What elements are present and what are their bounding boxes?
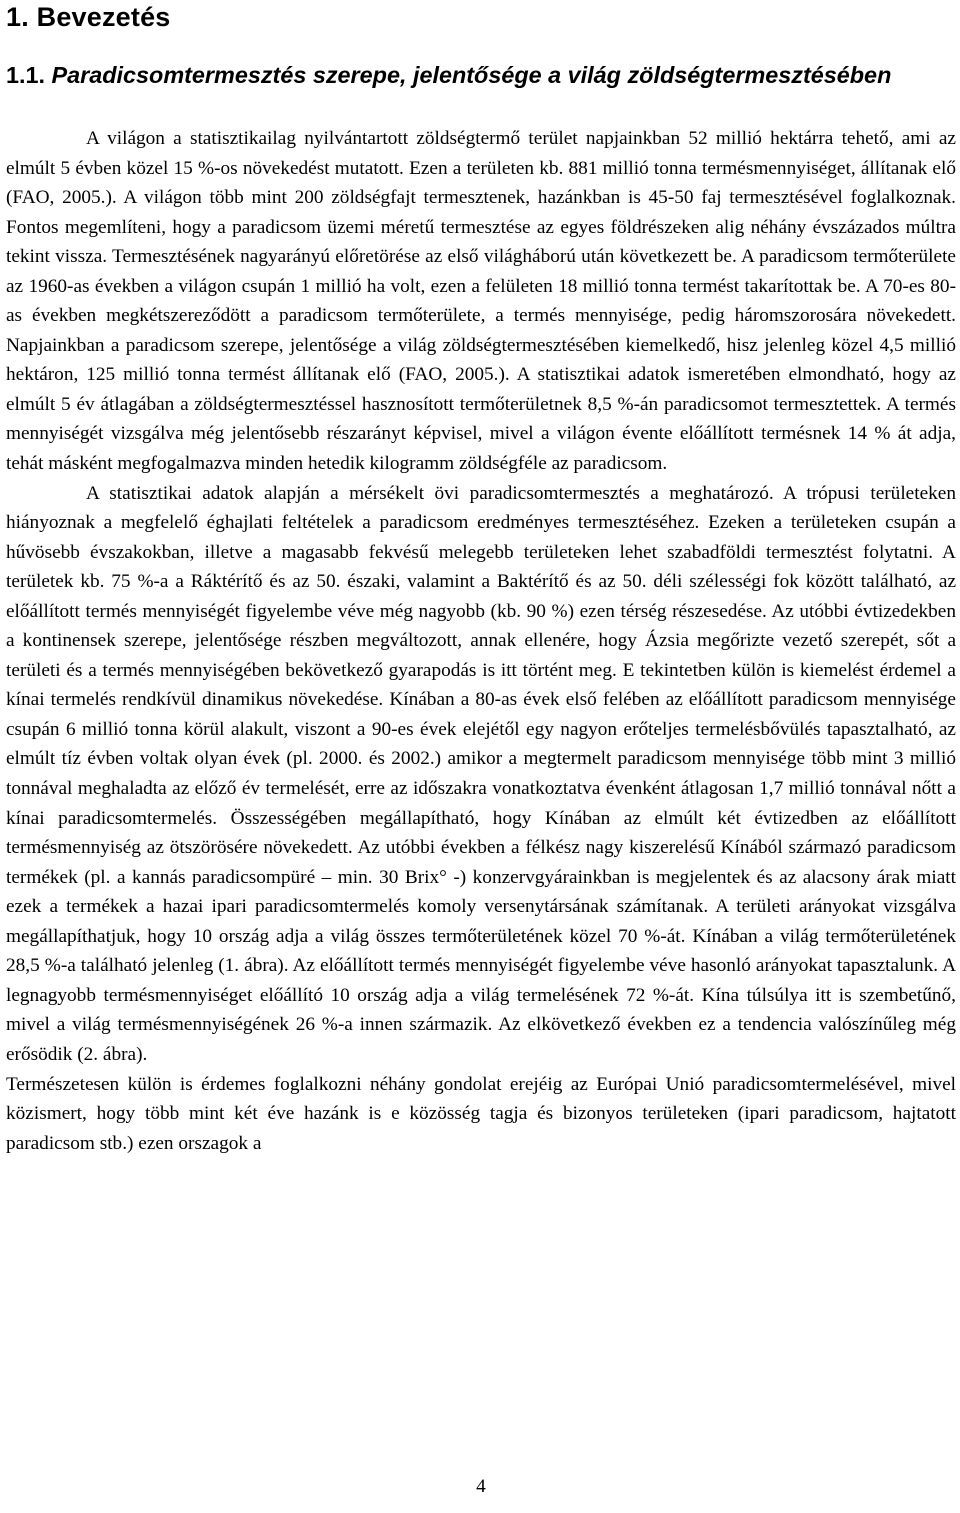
paragraph-1: A világon a statisztikailag nyilvántartott zöldségtermő terület napjainkban 52 millió hektárra tehető, ami az elmúlt 5 évben közel 15 %-os növekedést mutatott. Ezen a területen kb. 881 millió tonna termésmennyiséget, állítanak elő (FAO, 2005.). A világon több mint 200 zöldségfajt termesztenek, hazánkban is 45-50 faj termesztésével foglalkoznak. Fontos megemlíteni, hogy a paradicsom üzemi méretű termesztése az egyes földrészeken alig néhány évszázados múltra tekint vissza. Termesztésének nagyarányú előretörése az első világháború után következett be. A paradicsom termőterülete az 1960-as években a világon csupán 1 millió ha volt, ezen a felületen 18 millió tonna termést takarítottak be. A 70-es 80-as években megkétszereződött a paradicsom termőterülete, a termés mennyisége, pedig háromszorosára növekedett. Napjainkban a paradicsom szerepe, jelentősége a világ zöldségtermesztésében kiemelkedő, hisz jelenleg közel 4,5 millió hektáron, 125 millió tonna termést állítanak elő (FAO, 2005.). A statisztikai adatok ismeretében elmondható, hogy az elmúlt 5 év átlagában a zöldségtermesztéssel hasznosított termőterületnek 8,5 %-án paradicsomot termesztettek. A termés mennyiségét vizsgálva még jelentősebb részarányt képvisel, mivel a világon évente előállított termésnek 14 % át adja, tehát másként megfogalmazva minden hetedik kilogramm zöldségféle az paradicsom. xyxy=(6,128,956,475)
section-number: 1.1. xyxy=(6,62,46,88)
paragraph-3: Természetesen külön is érdemes foglalkozni néhány gondolat erejéig az Európai Unió paradicsomtermelésével, mivel közismert, hogy több mint két éve hazánk is e közösség tagja és bizonyos területeken (ipari paradicsom, hajtatott paradicsom stb.) ezen orszagok a xyxy=(6,1073,956,1154)
document-page xyxy=(6,0,956,1513)
page-number: 4 xyxy=(476,1476,486,1497)
body-text xyxy=(6,124,956,1158)
section-heading xyxy=(6,62,891,89)
section-title: Paradicsomtermesztés szerepe, jelentősége a világ zöldségtermesztésében xyxy=(51,62,892,88)
chapter-heading: 1. Bevezetés xyxy=(6,2,171,32)
paragraph-2: A statisztikai adatok alapján a mérsékelt övi paradicsomtermesztés a meghatározó. A trópusi területeken hiányoznak a megfelelő éghajlati feltételek a paradicsom eredményes termesztéséhez. Ezeken a területeken csupán a hűvösebb évszakokban, illetve a magasabb fekvésű melegebb területeken lehet szabadföldi termesztést folytatni. A területek kb. 75 %-a a Ráktérítő és az 50. északi, valamint a Baktérítő és az 50. déli szélességi fok között található, az előállított termés mennyiségét figyelembe véve még nagyobb (kb. 90 %) ezen térség részesedése. Az utóbbi évtizedekben a kontinensek szerepe, jelentősége részben megváltozott, annak ellenére, hogy Ázsia megőrizte vezető szerepét, sőt a területi és a termés mennyiségében bekövetkező gyarapodás is itt történt meg. E tekintetben külön is kiemelést érdemel a kínai termelés rendkívül dinamikus növekedése. Kínában a 80-as évek első felében az előállított paradicsom mennyisége csupán 6 millió tonna körül alakult, viszont a 90-es évek elejétől egy nagyon erőteljes termelésbővülés tapasztalható, az elmúlt tíz évben voltak olyan évek (pl. 2000. és 2002.) amikor a megtermelt paradicsom mennyisége több mint 3 millió tonnával meghaladta az előző év termelését, erre az időszakra vonatkoztatva évenként átlagosan 1,7 millió tonnával nőtt a kínai paradicsomtermelés. Összességében megállapítható, hogy Kínában az elmúlt két évtizedben az előállított termésmennyiség az ötszörösére növekedett. Az utóbbi években a félkész nagy kiszerelésű Kínából származó paradicsom termékek (pl. a kannás paradicsompüré – min. 30 Brix° -) konzervgyárainkban is megjelentek és az alacsony árak miatt ezek a termékek a hazai ipari paradicsomtermelés komoly versenytársának számítanak. A területi arányokat vizsgálva megállapíthatjuk, hogy 10 ország adja a világ összes termőterületének közel 70 %-át. Kínában a világ termőterületének 28,5 %-a található jelenleg (1. ábra). Az előállított termés mennyiségét figyelembe véve hasonló arányokat tapasztalunk. A legnagyobb termésmennyiséget előállító 10 ország adja a világ termelésének 72 %-át. Kína túlsúlya itt is szembetűnő, mivel a világ termésmennyiségének 26 %-a innen származik. Az elkövetkező években ez a tendencia valószínűleg még erősödik (2. ábra). xyxy=(6,482,956,1065)
